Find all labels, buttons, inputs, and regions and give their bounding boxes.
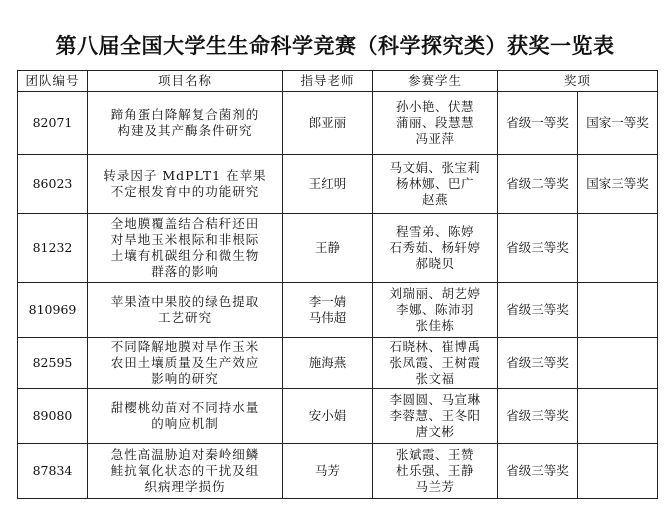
provincial-award-cell-line: 省级三等奖 [506, 302, 569, 317]
project-name-cell-line: 农田土壤质量及生产效应 [110, 355, 260, 370]
students-cell-line: 蒲丽、段慧慧 [395, 115, 474, 130]
national-award-cell [578, 155, 658, 214]
project-name-cell-line: 不同降解地膜对旱作玉米 [110, 339, 260, 354]
advisor-cell-line: 安小娟 [308, 408, 347, 423]
table-row [18, 155, 658, 214]
provincial-award-cell-line: 省级三等奖 [506, 463, 569, 478]
students-cell-line: 唐文彬 [415, 424, 455, 439]
students-cell-line: 杜乐强、王静 [395, 463, 474, 478]
project-name-cell [88, 338, 283, 389]
project-name-cell-line: 土壤有机碳组分和微生物 [110, 248, 260, 263]
students-cell-line: 杨林娜、巴广 [395, 176, 474, 191]
project-name-cell-line: 急性高温胁迫对秦岭细鳞 [110, 447, 260, 462]
advisor-cell-line: 马伟超 [308, 310, 347, 325]
project-name-cell-line: 影响的研究 [151, 371, 219, 386]
project-name-cell-line: 甜樱桃幼苗对不同持水量 [110, 400, 260, 415]
table-row [18, 338, 658, 389]
students-cell [373, 444, 498, 499]
project-name-cell [88, 444, 283, 499]
document-title: 第八届全国大学生生命科学竞赛（科学探究类）获奖一览表 [55, 34, 615, 58]
provincial-award-cell [498, 389, 578, 444]
table-row [18, 214, 658, 283]
project-name-cell [88, 155, 283, 214]
project-name-cell-line: 鲑抗氧化状态的干扰及组 [110, 463, 260, 478]
header-advisor: 指导老师 [283, 71, 373, 92]
students-cell [373, 338, 498, 389]
team-id-cell-line: 810969 [28, 302, 77, 317]
project-name-cell-line: 对旱地玉米根际和非根际 [110, 232, 260, 247]
header-project: 项目名称 [88, 71, 283, 92]
project-name-cell-line: 群落的影响 [151, 264, 219, 279]
students-cell [373, 92, 498, 155]
header-award: 奖项 [498, 71, 658, 92]
table-row [18, 92, 658, 155]
project-name-cell-line: 转录因子 MdPLT1 在苹果 [103, 168, 267, 183]
advisor-cell [283, 338, 373, 389]
students-cell-line: 马兰芳 [415, 479, 455, 494]
advisor-cell [283, 444, 373, 499]
students-cell-line: 刘瑞丽、胡艺婷 [389, 286, 481, 301]
advisor-cell-line: 郎亚丽 [308, 115, 347, 130]
provincial-award-cell-line: 省级三等奖 [506, 240, 569, 255]
provincial-award-cell [498, 338, 578, 389]
students-cell-line: 郝晓贝 [415, 256, 455, 271]
students-cell-line: 石秀茹、杨轩婷 [389, 240, 481, 255]
students-cell-line: 李蓉慧、王冬阳 [389, 408, 481, 423]
team-id-cell-line: 89080 [32, 408, 73, 423]
provincial-award-cell [498, 214, 578, 283]
provincial-award-cell [498, 283, 578, 338]
table-header-row [18, 71, 658, 92]
project-name-cell-line: 工艺研究 [157, 310, 212, 325]
students-cell-line: 石晓林、崔博禹 [389, 339, 481, 354]
national-award-cell [578, 338, 658, 389]
students-cell-line: 李娜、陈沛羽 [395, 302, 474, 317]
team-id-cell-line: 82071 [32, 115, 73, 130]
awards-table [17, 70, 658, 499]
advisor-cell [283, 389, 373, 444]
team-id-cell-line: 87834 [32, 463, 73, 478]
project-name-cell-line: 苹果渣中果胶的绿色提取 [110, 294, 260, 309]
students-cell-line: 张佳栋 [415, 318, 455, 333]
project-name-cell-line: 的响应机制 [151, 416, 219, 431]
team-id-cell [18, 214, 88, 283]
provincial-award-cell [498, 444, 578, 499]
national-award-cell [578, 389, 658, 444]
national-award-cell [578, 214, 658, 283]
team-id-cell [18, 338, 88, 389]
provincial-award-cell-line: 省级一等奖 [506, 115, 569, 130]
team-id-cell-line: 82595 [32, 355, 73, 370]
advisor-cell-line: 马芳 [314, 463, 340, 478]
project-name-cell-line: 蹄角蛋白降解复合菌剂的 [110, 107, 260, 122]
advisor-cell-line: 王静 [314, 240, 340, 255]
team-id-cell [18, 444, 88, 499]
team-id-cell-line: 86023 [32, 176, 73, 191]
advisor-cell [283, 92, 373, 155]
students-cell-line: 孙小艳、伏慧 [395, 99, 474, 114]
project-name-cell [88, 214, 283, 283]
team-id-cell [18, 155, 88, 214]
national-award-cell [578, 283, 658, 338]
table-row [18, 444, 658, 499]
students-cell-line: 张凤霞、王树霞 [389, 355, 481, 370]
provincial-award-cell-line: 省级二等奖 [506, 176, 569, 191]
advisor-cell [283, 214, 373, 283]
provincial-award-cell [498, 155, 578, 214]
national-award-cell-line: 国家一等奖 [586, 115, 649, 130]
students-cell [373, 155, 498, 214]
header-students: 参赛学生 [373, 71, 498, 92]
project-name-cell-line: 织病理学损伤 [144, 479, 226, 494]
team-id-cell [18, 92, 88, 155]
students-cell-line: 李圆圆、马宣琳 [389, 392, 481, 407]
advisor-cell-line: 王红明 [308, 176, 347, 191]
provincial-award-cell [498, 92, 578, 155]
students-cell [373, 214, 498, 283]
team-id-cell [18, 389, 88, 444]
students-cell-line: 冯亚萍 [415, 131, 455, 146]
students-cell-line: 赵燕 [421, 192, 448, 207]
table-body [18, 92, 658, 499]
students-cell-line: 张文福 [415, 371, 455, 386]
project-name-cell [88, 283, 283, 338]
national-award-cell [578, 444, 658, 499]
students-cell-line: 程雪弟、陈婷 [395, 224, 474, 239]
provincial-award-cell-line: 省级三等奖 [506, 355, 569, 370]
national-award-cell [578, 92, 658, 155]
project-name-cell [88, 389, 283, 444]
header-team-id: 团队编号 [18, 71, 88, 92]
students-cell [373, 389, 498, 444]
team-id-cell [18, 283, 88, 338]
table-row [18, 389, 658, 444]
table-row [18, 283, 658, 338]
advisor-cell-line: 李一婧 [308, 294, 347, 309]
project-name-cell-line: 全地膜覆盖结合秸秆还田 [110, 216, 260, 231]
project-name-cell-line: 不定根发育中的功能研究 [110, 184, 260, 199]
project-name-cell-line: 构建及其产酶条件研究 [117, 123, 253, 138]
team-id-cell-line: 81232 [32, 240, 73, 255]
national-award-cell-line: 国家三等奖 [586, 176, 649, 191]
advisor-cell-line: 施海燕 [308, 355, 347, 370]
students-cell [373, 283, 498, 338]
students-cell-line: 张斌霞、王赞 [395, 447, 474, 462]
advisor-cell [283, 283, 373, 338]
advisor-cell [283, 155, 373, 214]
provincial-award-cell-line: 省级三等奖 [506, 408, 569, 423]
project-name-cell [88, 92, 283, 155]
students-cell-line: 马文娟、张宝莉 [389, 160, 481, 175]
